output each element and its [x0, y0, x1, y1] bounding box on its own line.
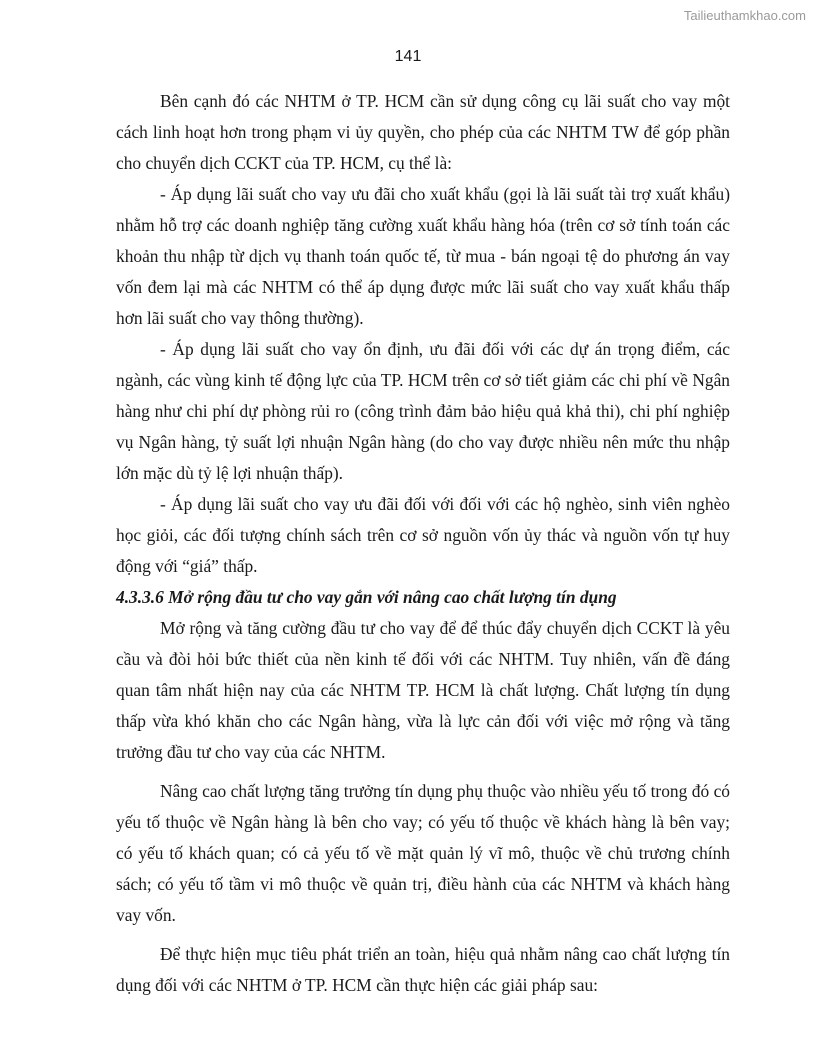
section-heading: 4.3.3.6 Mở rộng đầu tư cho vay gắn với nâng cao chất lượng tín dụng — [116, 587, 617, 607]
document-body — [116, 86, 730, 1001]
paragraph: Nâng cao chất lượng tăng trưởng tín dụng phụ thuộc vào nhiều yếu tố trong đó có yếu tố thuộc về Ngân hàng là bên cho vay; có yếu tố thuộc về khách hàng là bên vay; có yếu tố khách quan; có cả yếu tố về mặt quản lý vĩ mô, thuộc về chủ trương chính sách; có yếu tố tầm vi mô thuộc về quản trị, điều hành của các NHTM và khách hàng vay vốn. — [116, 781, 730, 925]
paragraph: - Áp dụng lãi suất cho vay ưu đãi đối với đối với các hộ nghèo, sinh viên nghèo học giỏi, các đối tượng chính sách trên cơ sở nguồn vốn ủy thác và nguồn vốn tự huy động với “giá” thấp. — [116, 494, 730, 576]
paragraph: - Áp dụng lãi suất cho vay ưu đãi cho xuất khẩu (gọi là lãi suất tài trợ xuất khẩu) nhằm hỗ trợ các doanh nghiệp tăng cường xuất khẩu hàng hóa (trên cơ sở tính toán các khoản thu nhập từ dịch vụ thanh toán quốc tế, từ mua - bán ngoại tệ do phương án vay vốn đem lại mà các NHTM có thể áp dụng được mức lãi suất cho vay xuất khẩu thấp hơn lãi suất cho vay thông thường). — [116, 184, 730, 328]
page-number: 141 — [394, 48, 422, 65]
watermark: Tailieuthamkhao.com — [683, 8, 806, 23]
paragraph: Để thực hiện mục tiêu phát triển an toàn, hiệu quả nhằm nâng cao chất lượng tín dụng đối với các NHTM ở TP. HCM cần thực hiện các giải pháp sau: — [116, 944, 730, 995]
paragraph: - Áp dụng lãi suất cho vay ổn định, ưu đãi đối với các dự án trọng điểm, các ngành, các vùng kinh tế động lực của TP. HCM trên cơ sở tiết giảm các chi phí về Ngân hàng như chi phí dự phòng rủi ro (công trình đảm bảo hiệu quả khả thi), chi phí nghiệp vụ Ngân hàng, tỷ suất lợi nhuận Ngân hàng (do cho vay được nhiều nên mức thu nhập lớn mặc dù tỷ lệ lợi nhuận thấp). — [116, 339, 730, 483]
paragraph: Mở rộng và tăng cường đầu tư cho vay để để thúc đẩy chuyển dịch CCKT là yêu cầu và đòi hỏi bức thiết của nền kinh tế đối với các NHTM. Tuy nhiên, vấn đề đáng quan tâm nhất hiện nay của các NHTM TP. HCM là chất lượng. Chất lượng tín dụng thấp vừa khó khăn cho các Ngân hàng, vừa là lực cản đối với việc mở rộng và tăng trưởng đầu tư cho vay của các NHTM. — [116, 618, 730, 762]
paragraph: Bên cạnh đó các NHTM ở TP. HCM cần sử dụng công cụ lãi suất cho vay một cách linh hoạt hơn trong phạm vi ủy quyền, cho phép của các NHTM TW để góp phần cho chuyển dịch CCKT của TP. HCM, cụ thể là: — [116, 91, 730, 173]
